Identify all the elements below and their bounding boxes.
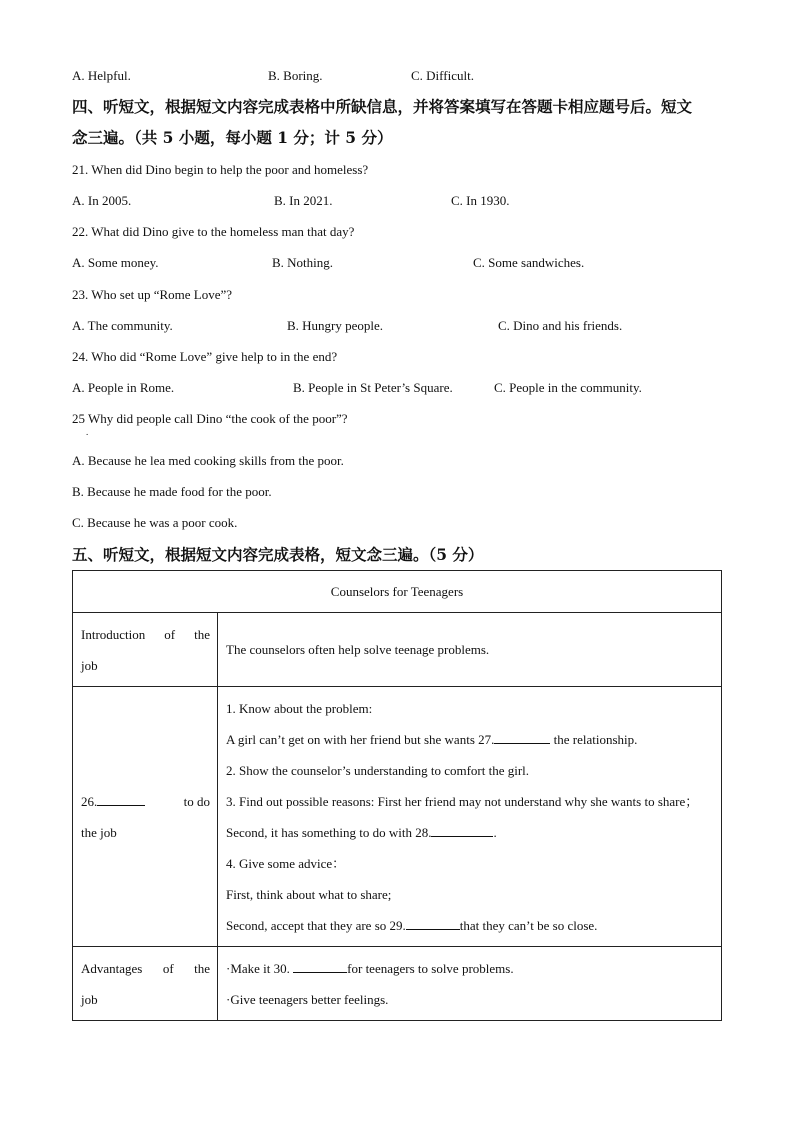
row-label-text: to do (183, 793, 210, 809)
q22-option-a: A. Some money. (72, 255, 159, 270)
q24-option-b: B. People in St Peter’s Square. (293, 380, 453, 395)
q23-option-b: B. Hungry people. (287, 318, 384, 333)
row-content-advantages (218, 947, 722, 1021)
row-label-line: job (81, 657, 98, 673)
q20-option-b: B. Boring. (268, 68, 323, 83)
q23-option-a: A. The community. (72, 318, 173, 333)
row-label-26 (73, 687, 218, 947)
q25-option-a: A. Because he lea med cooking skills from the poor. (72, 453, 344, 468)
q21-option-c: C. In 1930. (451, 193, 510, 208)
advantage-text: for teenagers to solve problems. (347, 960, 514, 976)
blank-26-number: 26. (81, 793, 98, 809)
q23-option-c: C. Dino and his friends. (498, 318, 623, 333)
section4-heading-line2: 念三遍。（共 5 小题，每小题 1 分；计 5 分） (72, 128, 393, 147)
q22-option-c: C. Some sandwiches. (473, 255, 585, 270)
q25-stray-dot: . (86, 427, 89, 437)
counselors-table (72, 570, 722, 1021)
table-title: Counselors for Teenagers (73, 571, 722, 613)
step-2: 2. Show the counselor’s understanding to comfort the girl. (226, 762, 530, 778)
advantage-text: ·Make it 30. (226, 960, 294, 976)
row-label-line (81, 786, 210, 817)
step-3-detail (226, 817, 714, 848)
row-label-introduction (73, 613, 218, 687)
step-1: 1. Know about the problem: (226, 700, 373, 716)
q21-stem: 21. When did Dino begin to help the poor and homeless? (72, 162, 369, 177)
q21-option-a: A. In 2005. (72, 193, 132, 208)
q23-stem: 23. Who set up “Rome Love”? (72, 287, 233, 302)
q22-stem: 22. What did Dino give to the homeless man that day? (72, 224, 355, 239)
q20-option-c: C. Difficult. (411, 68, 474, 83)
step-4-detail-1: First, think about what to share; (226, 886, 392, 902)
row-label-line: Advantages of the (81, 960, 210, 976)
blank-29[interactable] (406, 917, 460, 930)
q25-stem: 25 Why did people call Dino “the cook of the poor”? (72, 411, 348, 426)
row-label-line: the job (81, 824, 117, 840)
q24-stem: 24. Who did “Rome Love” give help to in the end? (72, 349, 338, 364)
table-title-row (73, 571, 722, 613)
step-4: 4. Give some advice： (226, 855, 346, 871)
row-content-text: The counselors often help solve teenage problems. (226, 642, 490, 657)
table-row (73, 947, 722, 1021)
blank-27[interactable] (494, 731, 550, 744)
row-label-advantages (73, 947, 218, 1021)
advantage-1 (226, 953, 714, 984)
step-4-detail-2 (226, 910, 714, 941)
q20-option-a: A. Helpful. (72, 68, 131, 83)
advantage-2: ·Give teenagers better feelings. (226, 991, 389, 1007)
section5-heading: 五、听短文，根据短文内容完成表格，短文念三遍。（5 分） (72, 545, 484, 564)
table-row (73, 613, 722, 687)
q25-option-b: B. Because he made food for the poor. (72, 484, 272, 499)
step-text: that they can’t be so close. (459, 917, 598, 933)
step-text: Second, accept that they are so 29. (226, 917, 406, 933)
q22-option-b: B. Nothing. (272, 255, 334, 270)
section4-heading-line1: 四、听短文，根据短文内容完成表格中所缺信息，并将答案填写在答题卡相应题号后。短文 (72, 97, 693, 116)
q25-option-c: C. Because he was a poor cook. (72, 515, 238, 530)
q24-option-a: A. People in Rome. (72, 380, 175, 395)
blank-28[interactable] (431, 824, 493, 837)
row-content-steps (218, 687, 722, 947)
blank-30[interactable] (293, 960, 347, 973)
step-3: 3. Find out possible reasons: First her friend may not understand why she wants to share； (226, 793, 699, 809)
row-label-line: Introduction of the (81, 626, 210, 642)
row-content-introduction (218, 613, 722, 687)
row-label-line: job (81, 991, 98, 1007)
blank-26[interactable] (97, 793, 145, 806)
step-text: . (493, 824, 497, 840)
step-text: A girl can’t get on with her friend but she wants 27. (226, 731, 495, 747)
step-text: the relationship. (550, 731, 638, 747)
step-1-detail (226, 724, 714, 755)
q21-option-b: B. In 2021. (274, 193, 333, 208)
step-text: Second, it has something to do with 28. (226, 824, 432, 840)
table-row (73, 687, 722, 947)
q24-option-c: C. People in the community. (494, 380, 642, 395)
